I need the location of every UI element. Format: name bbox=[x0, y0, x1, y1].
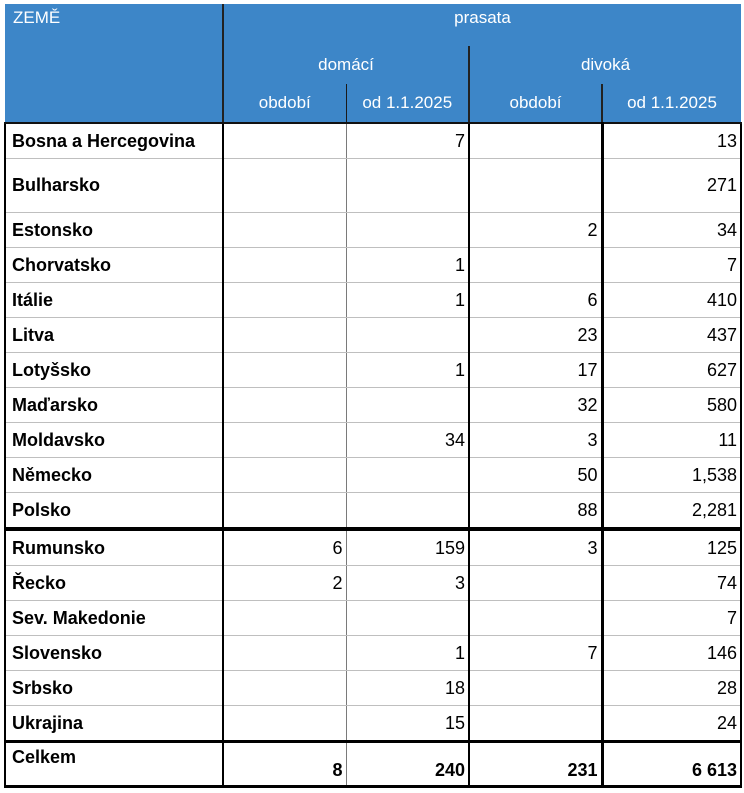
domestic-period-cell bbox=[223, 318, 346, 353]
domestic-since-cell: 1 bbox=[346, 283, 469, 318]
table-row bbox=[5, 636, 741, 671]
wild-since-cell: 11 bbox=[602, 423, 741, 458]
country-cell: Rumunsko bbox=[5, 529, 223, 566]
wild-period-cell bbox=[469, 159, 602, 213]
domestic-since-cell bbox=[346, 458, 469, 493]
domestic-since-cell bbox=[346, 159, 469, 213]
table-row bbox=[5, 159, 741, 213]
domestic-period-cell bbox=[223, 636, 346, 671]
wild-since-cell: 28 bbox=[602, 671, 741, 706]
wild-since-cell: 146 bbox=[602, 636, 741, 671]
country-cell: Německo bbox=[5, 458, 223, 493]
domestic-period-cell bbox=[223, 248, 346, 283]
domestic-since-cell: 7 bbox=[346, 123, 469, 159]
wild-period-cell: 88 bbox=[469, 493, 602, 530]
table-row bbox=[5, 388, 741, 423]
table-row bbox=[5, 353, 741, 388]
total-domestic-period-cell: 8 bbox=[223, 742, 346, 787]
domestic-period-cell bbox=[223, 458, 346, 493]
table-row bbox=[5, 493, 741, 530]
table-row bbox=[5, 283, 741, 318]
domestic-since-cell bbox=[346, 601, 469, 636]
wild-period-cell: 7 bbox=[469, 636, 602, 671]
wild-since-cell: 125 bbox=[602, 529, 741, 566]
country-cell: Ukrajina bbox=[5, 706, 223, 742]
domestic-period-cell bbox=[223, 423, 346, 458]
domestic-since-cell: 1 bbox=[346, 636, 469, 671]
wild-since-cell: 1,538 bbox=[602, 458, 741, 493]
wild-since-header: od 1.1.2025 bbox=[602, 84, 741, 123]
wild-period-header: období bbox=[469, 84, 602, 123]
domestic-period-cell bbox=[223, 123, 346, 159]
domestic-since-cell: 159 bbox=[346, 529, 469, 566]
total-domestic-since-cell: 240 bbox=[346, 742, 469, 787]
table-body bbox=[5, 123, 741, 787]
domestic-period-header: období bbox=[223, 84, 346, 123]
wild-period-cell: 32 bbox=[469, 388, 602, 423]
country-cell: Sev. Makedonie bbox=[5, 601, 223, 636]
country-cell: Slovensko bbox=[5, 636, 223, 671]
country-cell: Maďarsko bbox=[5, 388, 223, 423]
country-cell: Bulharsko bbox=[5, 159, 223, 213]
total-wild-period-cell: 231 bbox=[469, 742, 602, 787]
wild-since-cell: 627 bbox=[602, 353, 741, 388]
domestic-since-cell bbox=[346, 388, 469, 423]
wild-period-cell: 17 bbox=[469, 353, 602, 388]
wild-since-cell: 580 bbox=[602, 388, 741, 423]
country-cell: Estonsko bbox=[5, 213, 223, 248]
domestic-header: domácí bbox=[223, 46, 469, 84]
wild-since-cell: 34 bbox=[602, 213, 741, 248]
table-row bbox=[5, 601, 741, 636]
country-cell: Chorvatsko bbox=[5, 248, 223, 283]
wild-period-cell bbox=[469, 601, 602, 636]
domestic-period-cell bbox=[223, 706, 346, 742]
country-cell: Bosna a Hercegovina bbox=[5, 123, 223, 159]
domestic-since-header: od 1.1.2025 bbox=[346, 84, 469, 123]
table-header bbox=[5, 4, 741, 123]
domestic-since-cell: 1 bbox=[346, 353, 469, 388]
domestic-since-cell: 15 bbox=[346, 706, 469, 742]
wild-period-cell bbox=[469, 671, 602, 706]
domestic-period-cell bbox=[223, 159, 346, 213]
domestic-since-cell: 18 bbox=[346, 671, 469, 706]
wild-since-cell: 7 bbox=[602, 248, 741, 283]
country-cell: Řecko bbox=[5, 566, 223, 601]
asf-outbreak-table bbox=[4, 4, 742, 788]
table-row bbox=[5, 529, 741, 566]
wild-period-cell: 50 bbox=[469, 458, 602, 493]
domestic-period-cell: 2 bbox=[223, 566, 346, 601]
table-row bbox=[5, 248, 741, 283]
wild-period-cell bbox=[469, 248, 602, 283]
country-cell: Lotyšsko bbox=[5, 353, 223, 388]
wild-header: divoká bbox=[469, 46, 741, 84]
wild-since-cell: 437 bbox=[602, 318, 741, 353]
wild-since-cell: 13 bbox=[602, 123, 741, 159]
pigs-header: prasata bbox=[223, 4, 741, 46]
wild-since-cell: 74 bbox=[602, 566, 741, 601]
wild-since-cell: 410 bbox=[602, 283, 741, 318]
wild-since-cell: 2,281 bbox=[602, 493, 741, 530]
domestic-since-cell bbox=[346, 493, 469, 530]
country-cell: Moldavsko bbox=[5, 423, 223, 458]
country-cell: Litva bbox=[5, 318, 223, 353]
domestic-since-cell: 34 bbox=[346, 423, 469, 458]
table-row bbox=[5, 566, 741, 601]
domestic-period-cell bbox=[223, 213, 346, 248]
wild-period-cell: 3 bbox=[469, 423, 602, 458]
wild-period-cell: 6 bbox=[469, 283, 602, 318]
wild-period-cell: 3 bbox=[469, 529, 602, 566]
total-label: Celkem bbox=[5, 742, 223, 787]
country-column-header: ZEMĚ bbox=[5, 4, 223, 123]
table-row bbox=[5, 318, 741, 353]
wild-since-cell: 24 bbox=[602, 706, 741, 742]
country-cell: Itálie bbox=[5, 283, 223, 318]
domestic-since-cell: 1 bbox=[346, 248, 469, 283]
table-row bbox=[5, 123, 741, 159]
table-row bbox=[5, 213, 741, 248]
total-wild-since-cell: 6 613 bbox=[602, 742, 741, 787]
table-row bbox=[5, 458, 741, 493]
wild-period-cell bbox=[469, 706, 602, 742]
wild-period-cell: 2 bbox=[469, 213, 602, 248]
domestic-period-cell bbox=[223, 388, 346, 423]
domestic-since-cell bbox=[346, 318, 469, 353]
wild-since-cell: 7 bbox=[602, 601, 741, 636]
wild-period-cell: 23 bbox=[469, 318, 602, 353]
total-row bbox=[5, 742, 741, 787]
domestic-period-cell bbox=[223, 283, 346, 318]
domestic-since-cell: 3 bbox=[346, 566, 469, 601]
table-row bbox=[5, 671, 741, 706]
country-cell: Srbsko bbox=[5, 671, 223, 706]
wild-period-cell bbox=[469, 123, 602, 159]
domestic-period-cell bbox=[223, 353, 346, 388]
country-cell: Polsko bbox=[5, 493, 223, 530]
domestic-since-cell bbox=[346, 213, 469, 248]
domestic-period-cell bbox=[223, 493, 346, 530]
domestic-period-cell bbox=[223, 671, 346, 706]
wild-period-cell bbox=[469, 566, 602, 601]
wild-since-cell: 271 bbox=[602, 159, 741, 213]
domestic-period-cell bbox=[223, 601, 346, 636]
table-row bbox=[5, 423, 741, 458]
table-row bbox=[5, 706, 741, 742]
domestic-period-cell: 6 bbox=[223, 529, 346, 566]
